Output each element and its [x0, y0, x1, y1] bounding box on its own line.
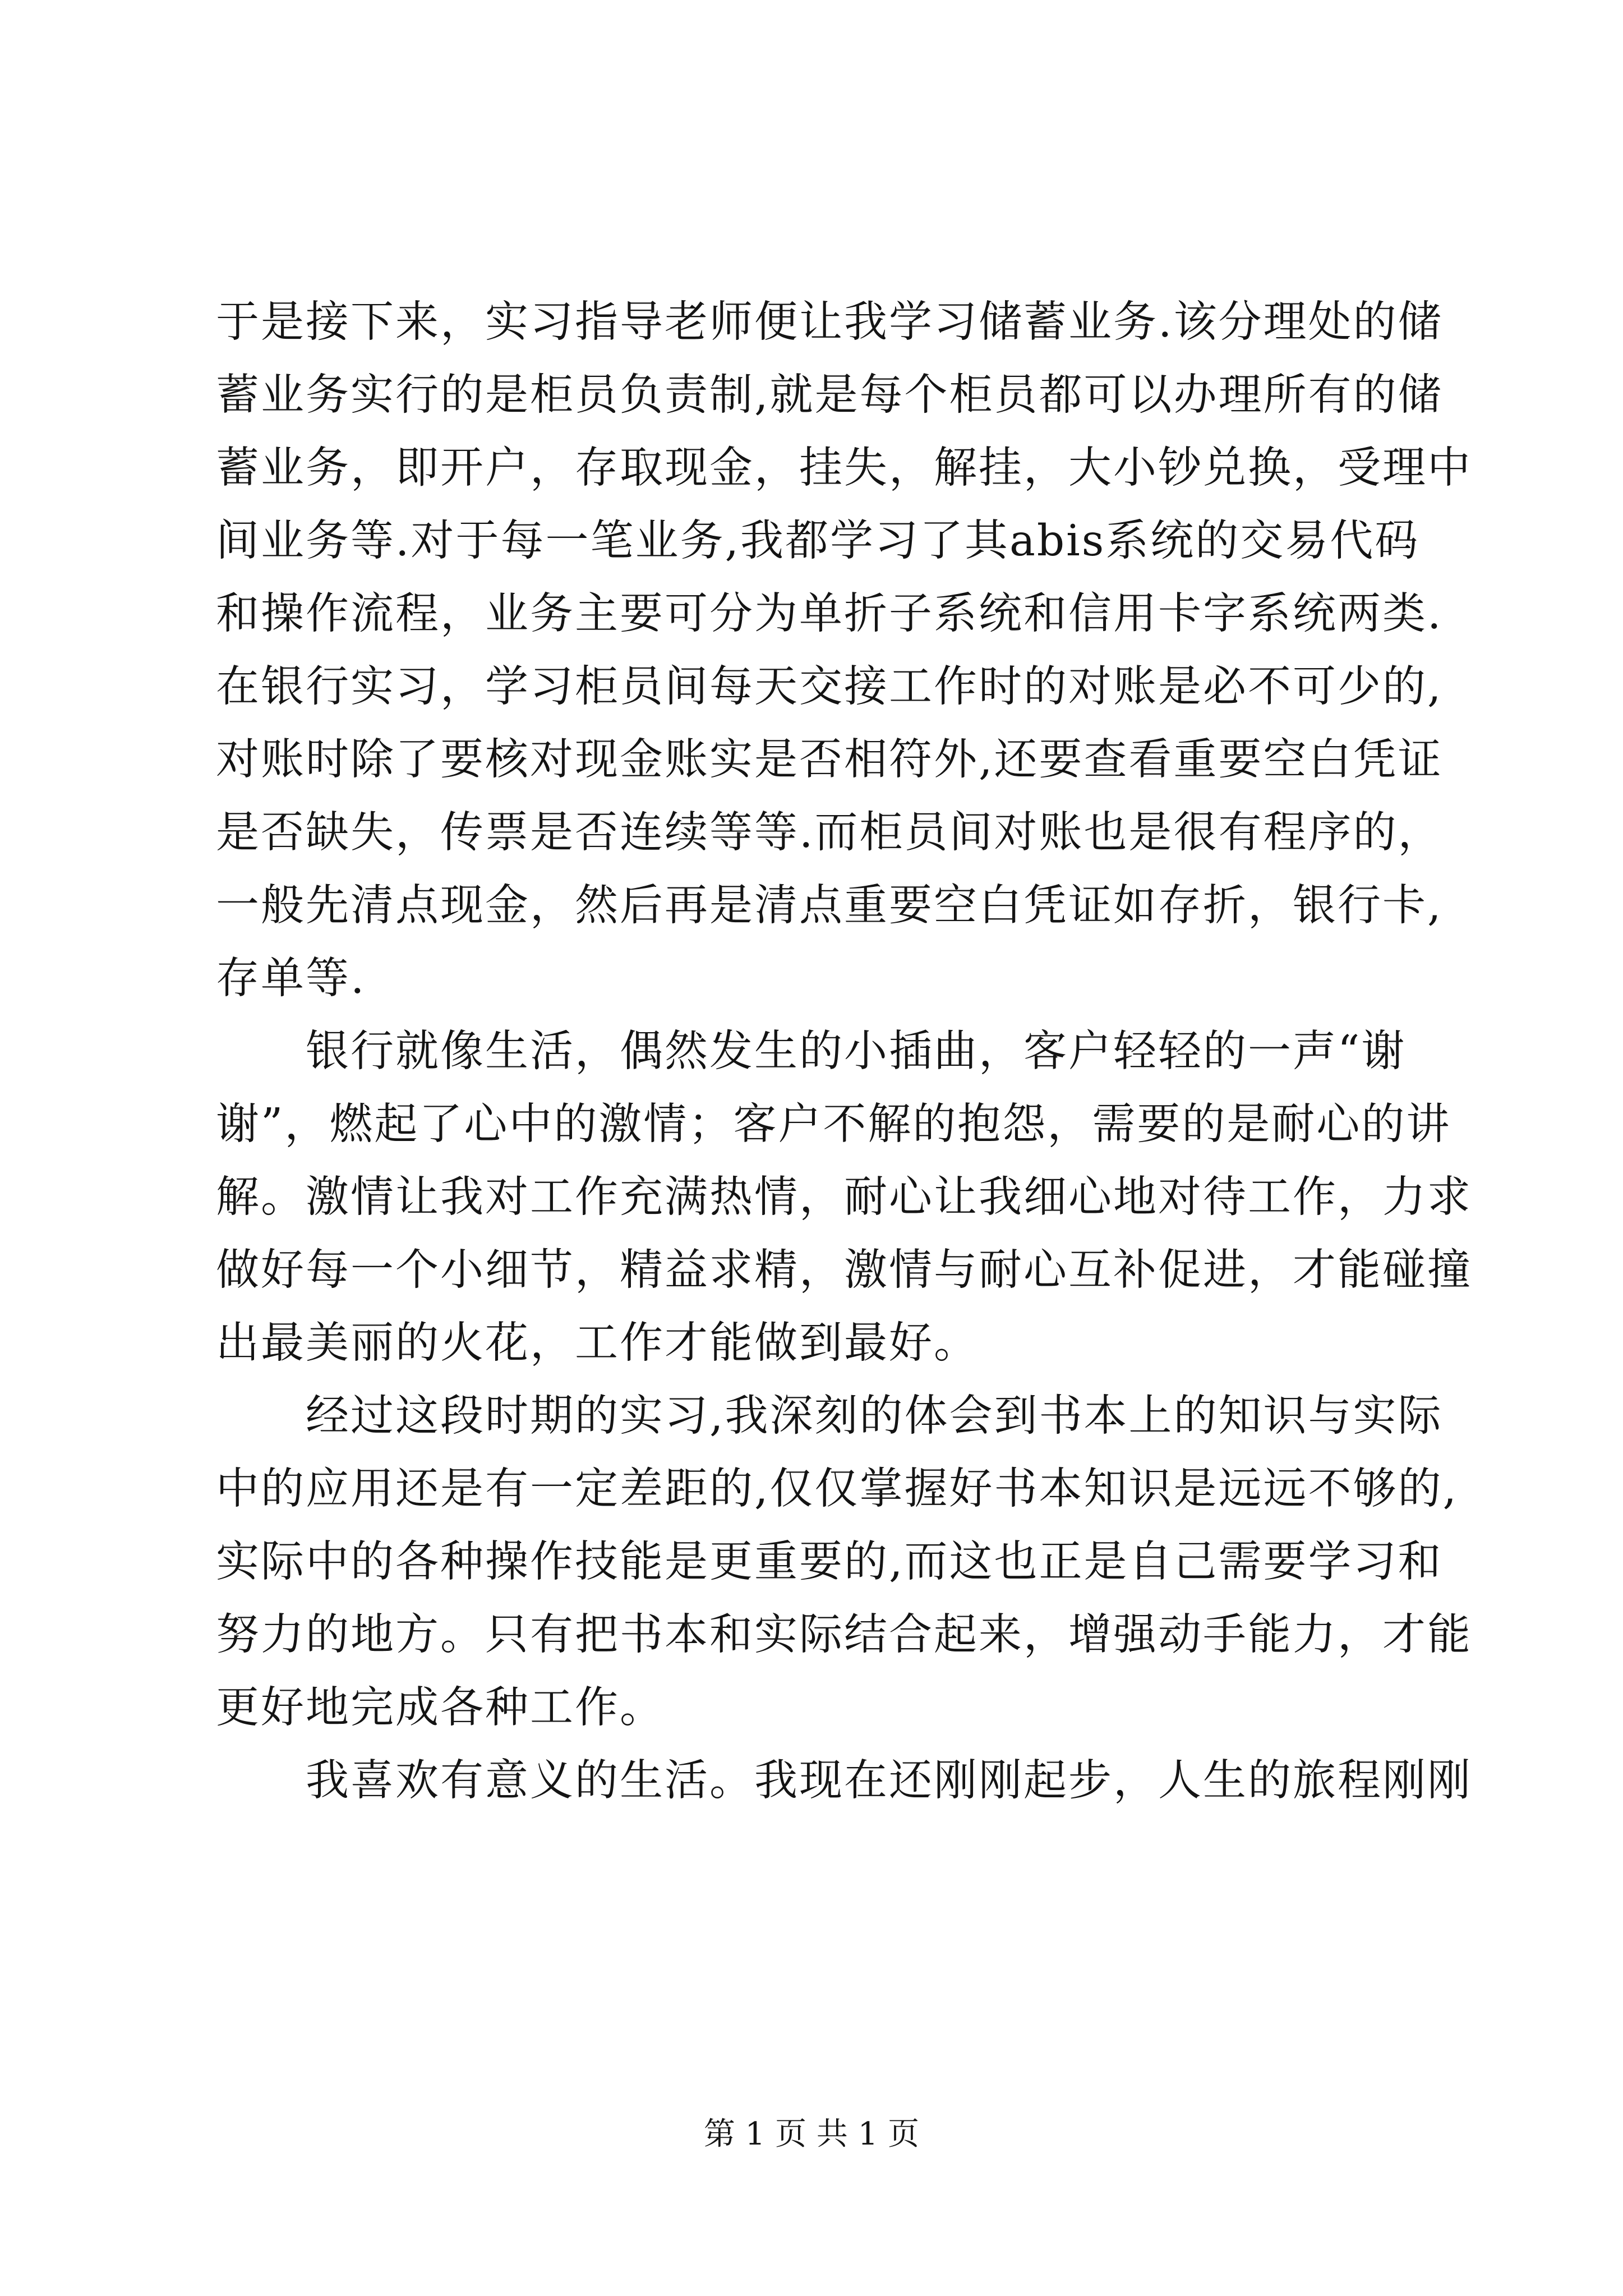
text-line: 是否缺失，传票是否连续等等.而柜员间对账也是很有程序的， [216, 808, 1443, 858]
text-line: 在银行实习，学习柜员间每天交接工作时的对账是必不可少的, [216, 662, 1443, 712]
page-footer [0, 2115, 1623, 2154]
text-line: 银行就像生活，偶然发生的小插曲，客户轻轻的一声“谢 [216, 1027, 1407, 1076]
text-line: 一般先清点现金，然后再是清点重要空白凭证如存折，银行卡, [216, 881, 1443, 931]
text-line: 实际中的各种操作技能是更重要的,而这也正是自己需要学习和 [216, 1537, 1443, 1587]
text-line: 存单等. [216, 954, 366, 1004]
text-line: 经过这段时期的实习,我深刻的体会到书本上的知识与实际 [216, 1391, 1443, 1441]
text-line: 对账时除了要核对现金账实是否相符外,还要查看重要空白凭证 [216, 735, 1443, 785]
text-line: 谢”，燃起了心中的激情；客户不解的抱怨，需要的是耐心的讲 [216, 1099, 1451, 1149]
text-line: 解。激情让我对工作充满热情，耐心让我细心地对待工作，力求 [216, 1172, 1472, 1222]
text-line: 努力的地方。只有把书本和实际结合起来，增强动手能力，才能 [216, 1610, 1472, 1660]
text-line: 出最美丽的火花，工作才能做到最好。 [216, 1318, 979, 1368]
text-line: 和操作流程，业务主要可分为单折子系统和信用卡字系统两类. [216, 589, 1443, 639]
text-line: 更好地完成各种工作。 [216, 1683, 665, 1733]
document-body [216, 286, 1472, 1818]
text-line: 于是接下来，实习指导老师便让我学习储蓄业务.该分理处的储 [216, 297, 1443, 347]
text-line: 蓄业务，即开户，存取现金，挂失，解挂，大小钞兑换，受理中 [216, 443, 1472, 493]
text-line: 中的应用还是有一定差距的,仅仅掌握好书本知识是远远不够的, [216, 1464, 1458, 1514]
text-line: 做好每一个小细节，精益求精，激情与耐心互补促进，才能碰撞 [216, 1245, 1472, 1295]
text-line: 我喜欢有意义的生活。我现在还刚刚起步，人生的旅程刚刚 [216, 1756, 1472, 1806]
page-number-label: 第 1 页 共 1 页 [703, 2116, 920, 2152]
text-line: 间业务等.对于每一笔业务,我都学习了其abis系统的交易代码 [216, 516, 1420, 566]
text-line: 蓄业务实行的是柜员负责制,就是每个柜员都可以办理所有的储 [216, 370, 1443, 420]
